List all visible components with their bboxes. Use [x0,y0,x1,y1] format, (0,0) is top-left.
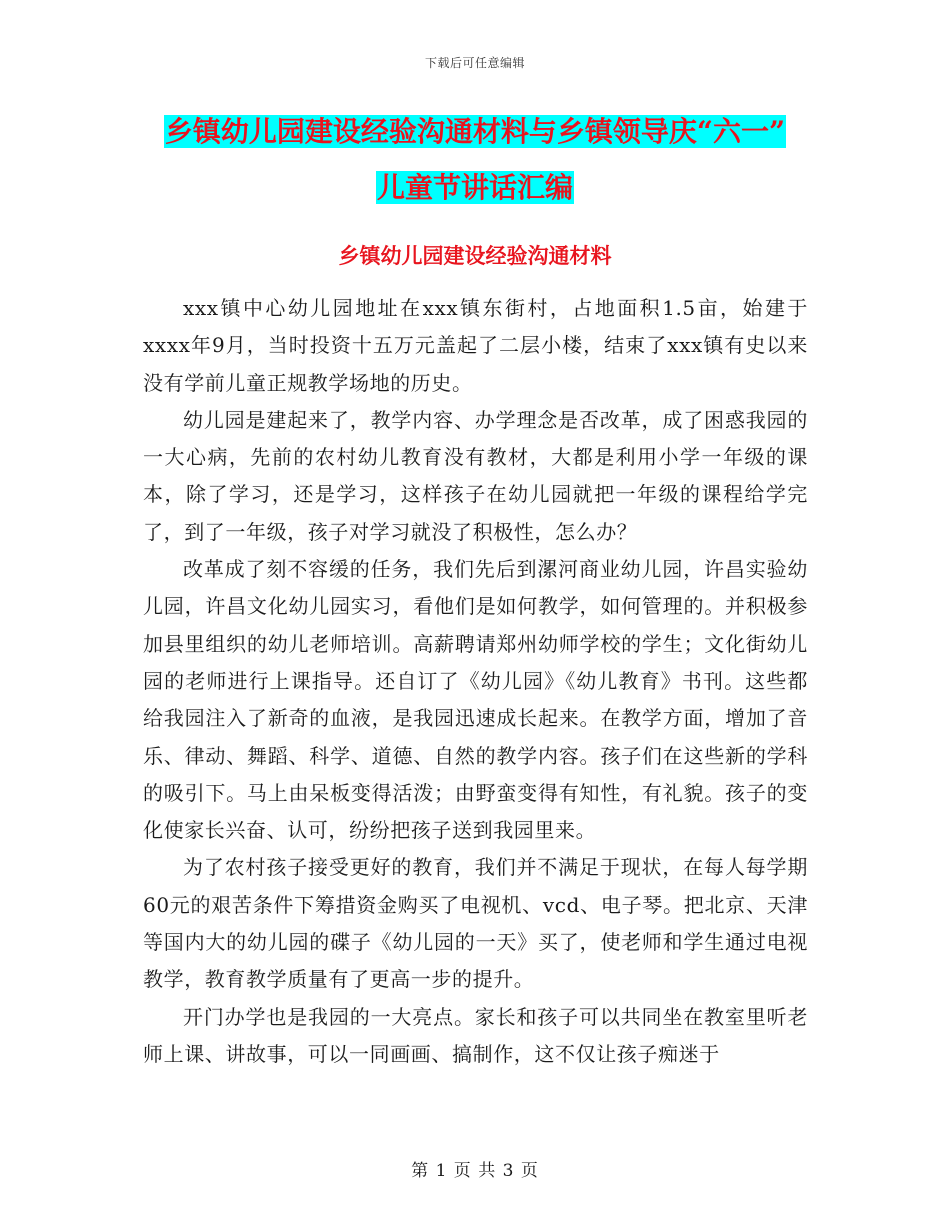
paragraph-4: 为了农村孩子接受更好的教育，我们并不满足于现状，在每人每学期60元的艰苦条件下筹措资金购买了电视机、vcd、电子琴。把北京、天津等国内大的幼儿园的碟子《幼儿园的一天》买了，使老师和学生通过电视教学，教育教学质量有了更高一步的提升。 [143,855,808,992]
paragraph-3: 改革成了刻不容缓的任务，我们先后到漯河商业幼儿园，许昌实验幼儿园，许昌文化幼儿园实习，看他们是如何教学，如何管理的。并积极参加县里组织的幼儿老师培训。高薪聘请郑州幼师学校的学生；文化街幼儿园的老师进行上课指导。还自订了《幼儿园》《幼儿教育》书刊。这些都给我园注入了新奇的血液，是我园迅速成长起来。在教学方面，增加了音乐、律动、舞蹈、科学、道德、自然的教学内容。孩子们在这些新的学科的吸引下。马上由呆板变得活泼；由野蛮变得有知性，有礼貌。孩子的变化使家长兴奋、认可，纷纷把孩子送到我园里来。 [143,557,808,843]
paragraph-1: xxx镇中心幼儿园地址在xxx镇东街村，占地面积1.5亩，始建于xxxx年9月，当时投资十五万元盖起了二层小楼，结束了xxx镇有史以来没有学前儿童正规教学场地的历史。 [143,296,808,395]
document-title [0,104,950,216]
page-number: 第 1 页 共 3 页 [411,1161,539,1181]
document-title-line-1: 乡镇幼儿园建设经验沟通材料与乡镇领导庆“六一” [164,115,786,148]
section-title: 乡镇幼儿园建设经验沟通材料 [338,243,612,268]
document-body [143,290,808,1073]
header-note: 下载后可任意编辑 [424,56,525,70]
paragraph-5: 开门办学也是我园的一大亮点。家长和孩子可以共同坐在教室里听老师上课、讲故事，可以一同画画、搞制作，这不仅让孩子痴迷于 [143,1004,808,1066]
paragraph-2: 幼儿园是建起来了，教学内容、办学理念是否改革，成了困惑我园的一大心病，先前的农村幼儿教育没有教材，大都是利用小学一年级的课本，除了学习，还是学习，这样孩子在幼儿园就把一年级的课程给学完了，到了一年级，孩子对学习就没了积极性，怎么办？ [143,407,808,544]
document-title-line-2: 儿童节讲话汇编 [376,171,573,204]
